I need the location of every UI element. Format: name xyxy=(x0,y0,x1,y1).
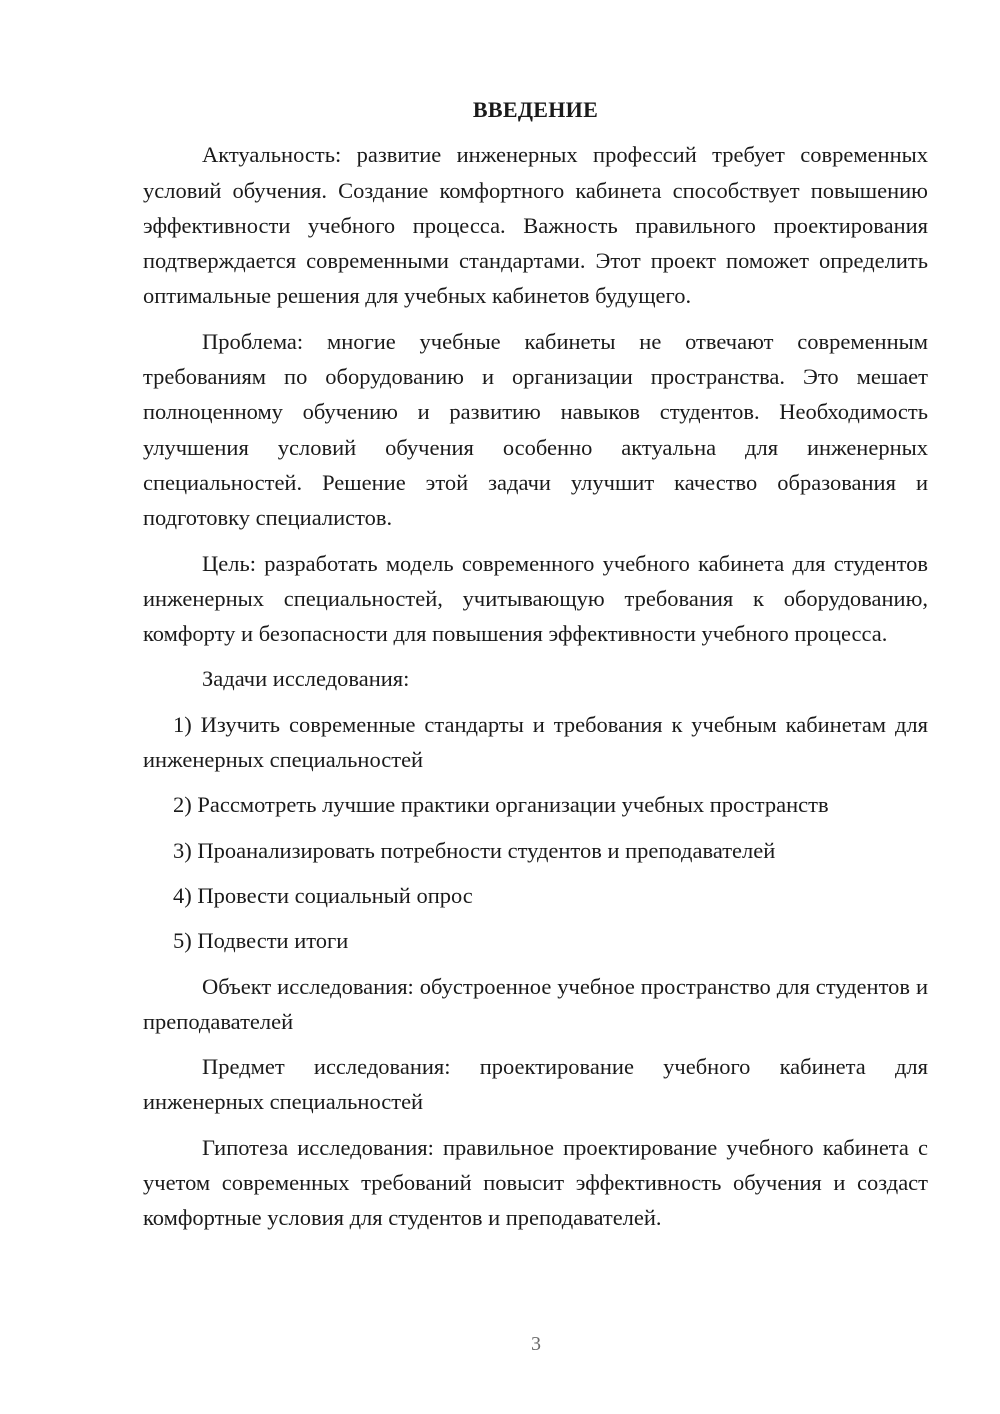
paragraph-subject: Предмет исследования: проектирование учебного кабинета для инженерных специальностей xyxy=(143,1054,928,1115)
task-item-4: 4) Провести социальный опрос xyxy=(173,882,473,908)
tasks-heading: Задачи исследования: xyxy=(202,666,410,692)
page-content xyxy=(143,92,928,1246)
paragraph-problem: Проблема: многие учебные кабинеты не отвечают современным требованиям по оборудованию и организации пространства. Это мешает полноценному обучению и развитию навыков студентов. Необходимость улучшения условий обучения особенно актуальна для инженерных специальностей. Решение этой задачи улучшит качество образования и подготовку специалистов. xyxy=(143,328,928,531)
paragraph-relevance: Актуальность: развитие инженерных профессий требует современных условий обучения. Создание комфортного кабинета способствует повышению эффективности учебного процесса. Важность правильного проектирования подтверждается современными стандартами. Этот проект поможет определить оптимальные решения для учебных кабинетов будущего. xyxy=(143,142,928,309)
paragraph-object: Объект исследования: обустроенное учебное пространство для студентов и преподавателей xyxy=(143,973,928,1034)
page-title: ВВЕДЕНИЕ xyxy=(472,97,599,122)
task-item-2: 2) Рассмотреть лучшие практики организации учебных пространств xyxy=(173,792,829,818)
task-item-5: 5) Подвести итоги xyxy=(173,928,349,954)
task-item-1: 1) Изучить современные стандарты и требования к учебным кабинетам для инженерных специальностей xyxy=(143,711,928,773)
task-item-3: 3) Проанализировать потребности студентов и преподавателей xyxy=(173,837,776,863)
paragraph-goal: Цель: разработать модель современного учебного кабинета для студентов инженерных специальностей, учитывающую требования к оборудованию, комфорту и безопасности для повышения эффективности учебного процесса. xyxy=(143,550,928,647)
page-number: 3 xyxy=(531,1333,541,1355)
paragraph-hypothesis: Гипотеза исследования: правильное проектирование учебного кабинета с учетом современных требований повысит эффективность обучения и создаст комфортные условия для студентов и преподавателей. xyxy=(143,1134,928,1231)
